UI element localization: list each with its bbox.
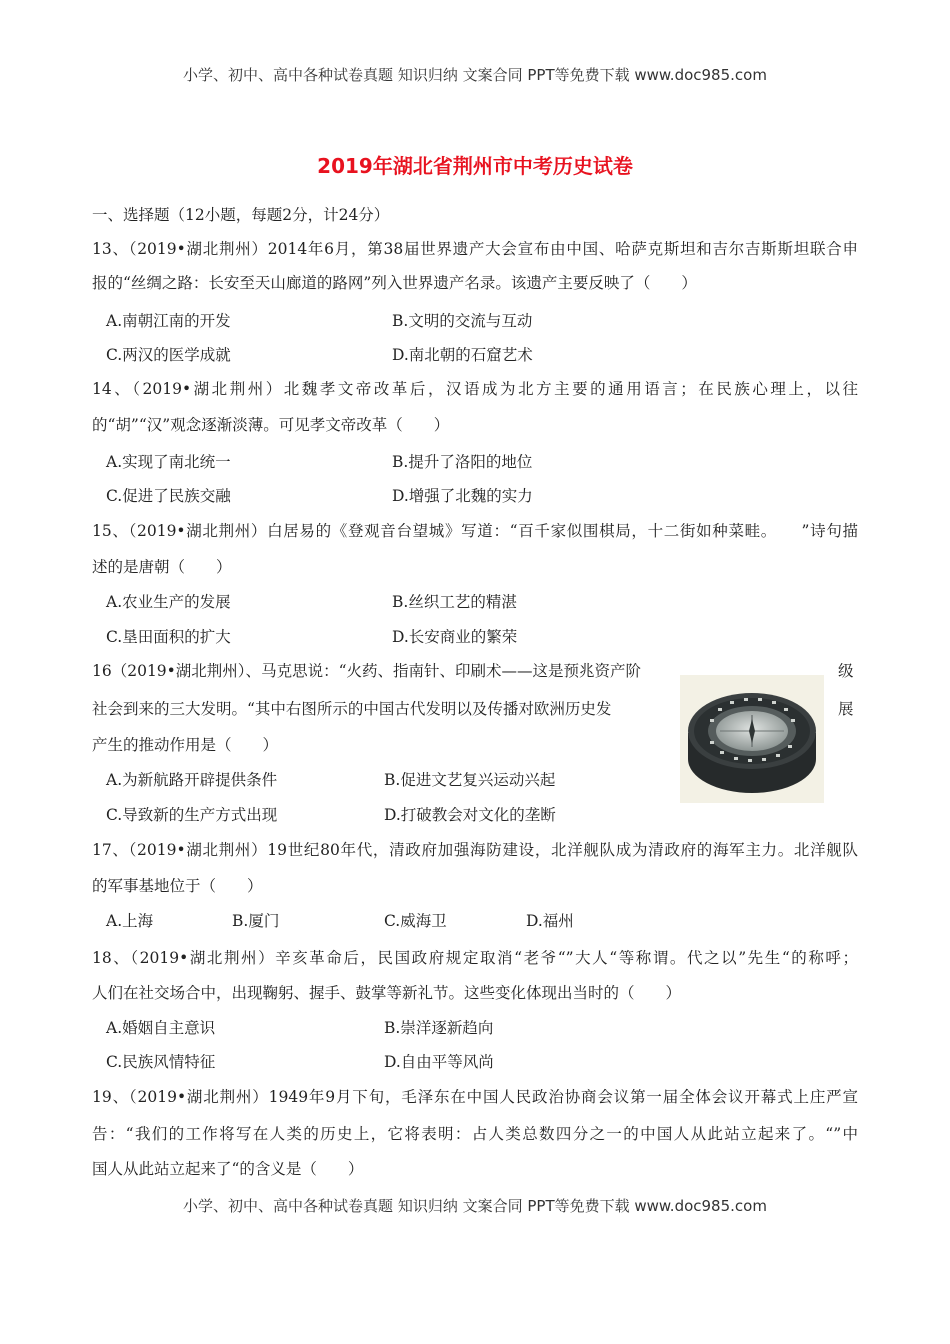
q14-option-c: C.促进了民族交融 <box>106 487 231 505</box>
q18-option-a: A.婚姻自主意识 <box>106 1019 216 1037</box>
q13-line-1: 13、（2019•湖北荆州）2014年6月，第38届世界遗产大会宣布由中国、哈萨克斯坦和吉尔吉斯斯坦联合申 <box>92 240 858 258</box>
q13-line-2: 报的“丝绸之路：长安至天山廊道的路网”列入世界遗产名录。该遗产主要反映了（ ） <box>92 274 697 292</box>
q18-option-c: C.民族风情特征 <box>106 1053 216 1071</box>
footer-banner: 小学、初中、高中各种试卷真题 知识归纳 文案合同 PPT等免费下载 www.doc985.com <box>183 1197 767 1215</box>
q18-option-d: D.自由平等风尚 <box>384 1053 494 1071</box>
q16-line-3: 产生的推动作用是（ ） <box>92 736 279 754</box>
q17-line-2: 的军事基地位于（ ） <box>92 877 263 895</box>
q14-line-2: 的“胡”“汉”观念逐渐淡薄。可见孝文帝改革（ ） <box>92 416 450 434</box>
q18-line-1: 18、（2019•湖北荆州）辛亥革命后，民国政府规定取消“老爷“”大人“等称谓。代之以”先生“的称呼； <box>92 949 858 967</box>
q19-line-3: 国人从此站立起来了“的含义是（ ） <box>92 1160 364 1178</box>
section-heading: 一、选择题（12小题，每题2分，计24分） <box>92 206 390 224</box>
q17-option-a: A.上海 <box>106 912 154 930</box>
q14-option-b: B.提升了洛阳的地位 <box>392 453 533 471</box>
q17-option-b: B.厦门 <box>232 912 280 930</box>
q15-option-d: D.长安商业的繁荣 <box>392 628 518 646</box>
q19-line-1: 19、（2019•湖北荆州）1949年9月下旬，毛泽东在中国人民政治协商会议第一届全体会议开幕式上庄严宣 <box>92 1088 858 1106</box>
q16-option-a: A.为新航路开辟提供条件 <box>106 771 278 789</box>
header-banner: 小学、初中、高中各种试卷真题 知识归纳 文案合同 PPT等免费下载 www.doc985.com <box>183 66 767 84</box>
q15-line-1: 15、（2019•湖北荆州）白居易的《登观音台望城》写道：“百千家似围棋局，十二街如种菜畦。 ”诗句描 <box>92 522 858 540</box>
q15-line-2: 述的是唐朝（ ） <box>92 558 232 576</box>
q16-side-text-1: 级 <box>838 662 854 680</box>
q15-option-a: A.农业生产的发展 <box>106 593 231 611</box>
q14-line-1: 14、（2019•湖北荆州）北魏孝文帝改革后，汉语成为北方主要的通用语言；在民族心理上，以往 <box>92 380 858 398</box>
q17-option-c: C.威海卫 <box>384 912 447 930</box>
q13-option-a: A.南朝江南的开发 <box>106 312 231 330</box>
q16-option-d: D.打破教会对文化的垄断 <box>384 806 556 824</box>
q16-line-1: 16（2019•湖北荆州）、马克思说：“火药、指南针、印刷术——这是预兆资产阶 <box>92 662 641 680</box>
q16-option-c: C.导致新的生产方式出现 <box>106 806 278 824</box>
q16-side-text-2: 展 <box>838 700 854 718</box>
compass-photo <box>680 675 824 803</box>
q18-option-b: B.崇洋逐新趋向 <box>384 1019 494 1037</box>
q17-option-d: D.福州 <box>526 912 574 930</box>
q19-line-2: 告：“我们的工作将写在人类的历史上，它将表明：占人类总数四分之一的中国人从此站立起来了。“”中 <box>92 1125 858 1143</box>
q17-line-1: 17、（2019•湖北荆州）19世纪80年代，清政府加强海防建设，北洋舰队成为清政府的海军主力。北洋舰队 <box>92 841 858 859</box>
q15-option-c: C.垦田面积的扩大 <box>106 628 231 646</box>
q13-option-b: B.文明的交流与互动 <box>392 312 533 330</box>
q16-line-2: 社会到来的三大发明。“其中右图所示的中国古代发明以及传播对欧洲历史发 <box>92 700 612 718</box>
exam-title: 2019年湖北省荆州市中考历史试卷 <box>317 154 633 178</box>
q13-option-d: D.南北朝的石窟艺术 <box>392 346 533 364</box>
q14-option-a: A.实现了南北统一 <box>106 453 231 471</box>
q15-option-b: B.丝织工艺的精湛 <box>392 593 517 611</box>
q14-option-d: D.增强了北魏的实力 <box>392 487 533 505</box>
q16-option-b: B.促进文艺复兴运动兴起 <box>384 771 556 789</box>
q13-option-c: C.两汉的医学成就 <box>106 346 231 364</box>
q18-line-2: 人们在社交场合中，出现鞠躬、握手、鼓掌等新礼节。这些变化体现出当时的（ ） <box>92 984 682 1002</box>
